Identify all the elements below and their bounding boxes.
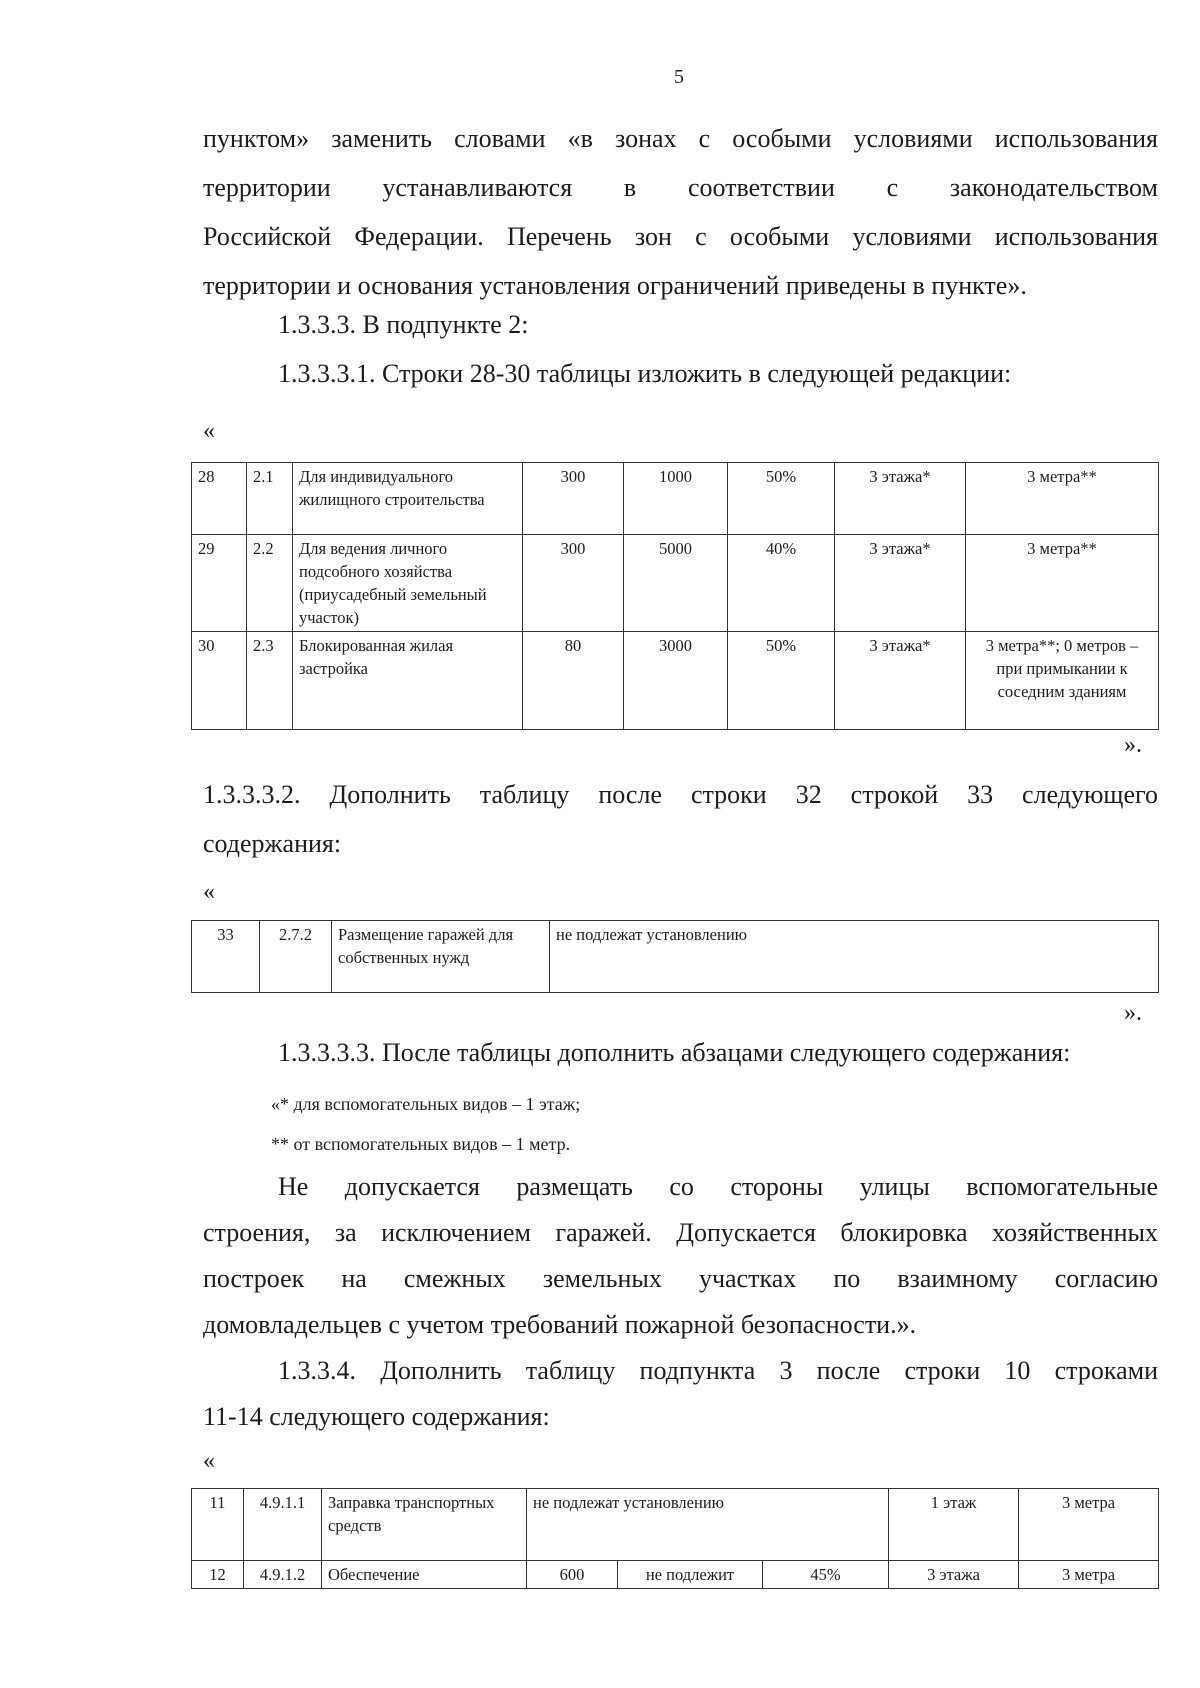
table-row <box>192 1489 1159 1561</box>
intro-line-1: пунктом» заменить словами «в зонах с особыми условиями использования <box>203 124 1158 153</box>
row-max-area: не подлежит <box>618 1561 763 1589</box>
row-floors: 3 этажа <box>889 1561 1019 1589</box>
row-min-area: 600 <box>527 1561 618 1589</box>
row-code: 4.9.1.2 <box>244 1561 322 1589</box>
row-max-area: 5000 <box>624 535 728 632</box>
body-line-1: Не допускается размещать со стороны улицы вспомогательные <box>278 1172 1158 1201</box>
row-value: не подлежат установлению <box>550 921 1159 993</box>
table-row <box>192 535 1159 632</box>
intro-line-4: территории и основания установления ограничений приведены в пункте». <box>203 271 1027 300</box>
row-name: Заправка транспортных средств <box>322 1489 527 1561</box>
row-min-area: 300 <box>523 535 624 632</box>
row-name: Блокированная жилая застройка <box>293 632 523 730</box>
clause-1-3-3-3: 1.3.3.3. В подпункте 2: <box>278 310 529 339</box>
row-value: не подлежат установлению <box>527 1489 889 1561</box>
row-name: Обеспечение <box>322 1561 527 1589</box>
clause-1-3-3-4-line-1: 1.3.3.4. Дополнить таблицу подпункта 3 после строки 10 строками <box>278 1356 1158 1385</box>
row-distance: 3 метра** <box>966 463 1159 535</box>
body-line-4: домовладельцев с учетом требований пожарной безопасности.». <box>203 1310 917 1339</box>
row-percent: 40% <box>728 535 835 632</box>
row-distance: 3 метра** <box>966 535 1159 632</box>
row-floors: 3 этажа* <box>835 535 966 632</box>
clause-1-3-3-3-1: 1.3.3.3.1. Строки 28-30 таблицы изложить в следующей редакции: <box>278 359 1012 388</box>
row-number: 11 <box>192 1489 244 1561</box>
body-line-3: построек на смежных земельных участках по взаимному согласию <box>203 1264 1158 1293</box>
row-min-area: 80 <box>523 632 624 730</box>
row-code: 4.9.1.1 <box>244 1489 322 1561</box>
row-distance: 3 метра**; 0 метров – при примыкании к соседним зданиям <box>966 632 1159 730</box>
table2-close-quote: ». <box>1124 1000 1142 1026</box>
table-rows-28-30 <box>191 462 1159 730</box>
row-percent: 50% <box>728 632 835 730</box>
row-name: Для ведения личного подсобного хозяйства (приусадебный земельный участок) <box>293 535 523 632</box>
intro-line-2: территории устанавливаются в соответствии с законодательством <box>203 173 1158 202</box>
row-distance: 3 метра <box>1019 1489 1159 1561</box>
row-floors: 3 этажа* <box>835 632 966 730</box>
row-code: 2.1 <box>247 463 293 535</box>
row-code: 2.2 <box>247 535 293 632</box>
table-row <box>192 632 1159 730</box>
table-row-33 <box>191 920 1159 993</box>
table1-close-quote: ». <box>1124 732 1142 758</box>
table1-open-quote: « <box>203 418 215 444</box>
table-row <box>192 463 1159 535</box>
footnote-1: «* для вспомогательных видов – 1 этаж; <box>271 1094 581 1114</box>
row-percent: 50% <box>728 463 835 535</box>
body-line-2: строения, за исключением гаражей. Допускается блокировка хозяйственных <box>203 1218 1158 1247</box>
table2-open-quote: « <box>203 879 215 905</box>
clause-1-3-3-3-2-line-1: 1.3.3.3.2. Дополнить таблицу после строки 32 строкой 33 следующего <box>203 780 1158 809</box>
clause-1-3-3-3-3: 1.3.3.3.3. После таблицы дополнить абзацами следующего содержания: <box>278 1038 1071 1067</box>
row-distance: 3 метра <box>1019 1561 1159 1589</box>
table-row <box>192 921 1159 993</box>
row-floors: 1 этаж <box>889 1489 1019 1561</box>
row-number: 12 <box>192 1561 244 1589</box>
row-code: 2.3 <box>247 632 293 730</box>
intro-line-3: Российской Федерации. Перечень зон с особыми условиями использования <box>203 222 1158 251</box>
clause-1-3-3-3-2-line-2: содержания: <box>203 829 342 858</box>
row-code: 2.7.2 <box>260 921 332 993</box>
row-max-area: 3000 <box>624 632 728 730</box>
table-row <box>192 1561 1159 1589</box>
row-name: Для индивидуального жилищного строительства <box>293 463 523 535</box>
clause-1-3-3-4-line-2: 11-14 следующего содержания: <box>203 1402 550 1431</box>
row-number: 33 <box>192 921 260 993</box>
row-name: Размещение гаражей для собственных нужд <box>332 921 550 993</box>
row-number: 28 <box>192 463 247 535</box>
row-percent: 45% <box>763 1561 889 1589</box>
row-max-area: 1000 <box>624 463 728 535</box>
table3-open-quote: « <box>203 1448 215 1474</box>
row-number: 30 <box>192 632 247 730</box>
page-number: 5 <box>674 66 684 88</box>
table-rows-11-14 <box>191 1488 1159 1589</box>
footnote-2: ** от вспомогательных видов – 1 метр. <box>271 1134 571 1154</box>
row-min-area: 300 <box>523 463 624 535</box>
row-number: 29 <box>192 535 247 632</box>
row-floors: 3 этажа* <box>835 463 966 535</box>
